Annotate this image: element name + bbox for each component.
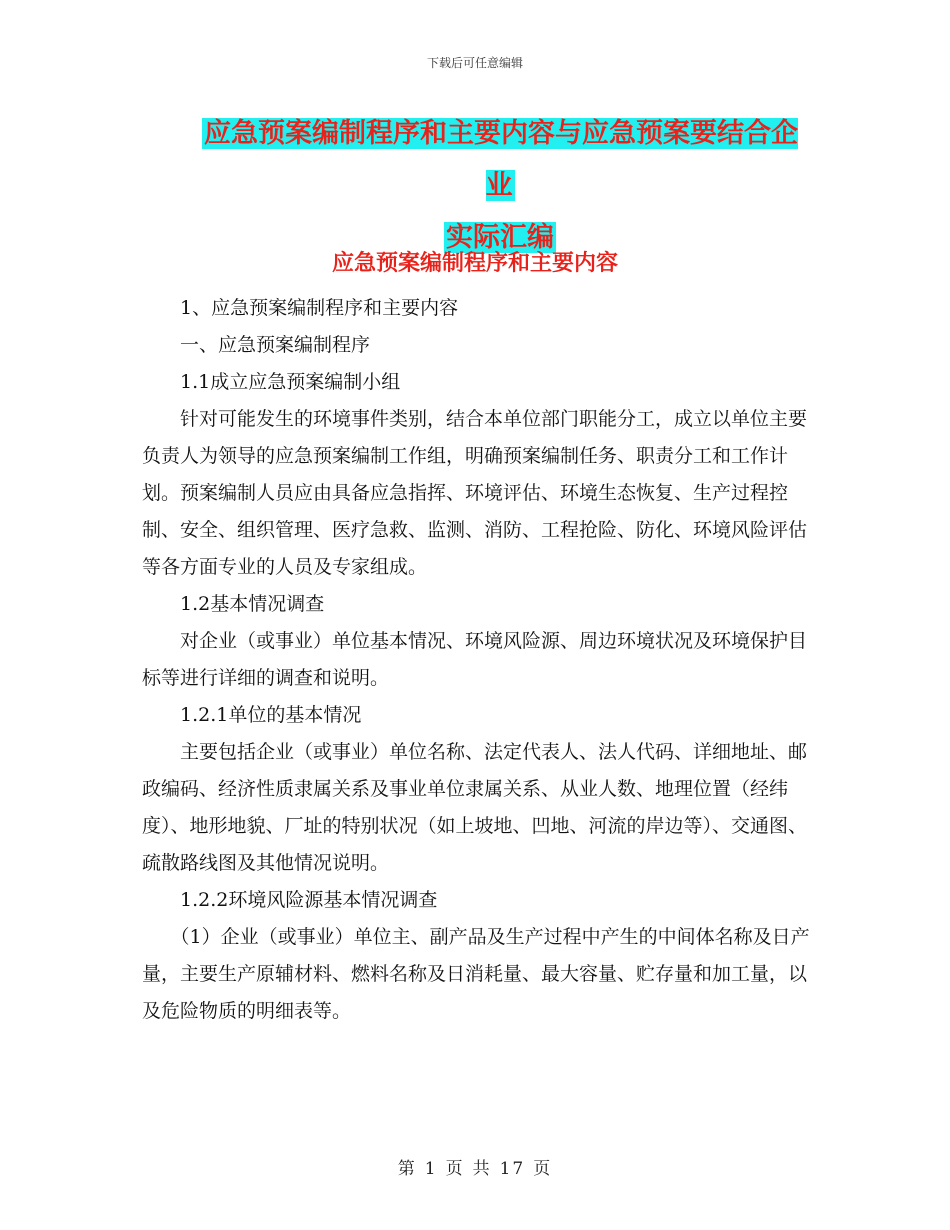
footer-total-pages: 17 <box>499 1159 526 1179</box>
document-title-line-1: 应急预案编制程序和主要内容与应急预案要结合企业 <box>204 118 798 201</box>
paragraph: 对企业（或事业）单位基本情况、环境风险源、周边环境状况及环境保护目标等进行详细的调查和说明。 <box>142 630 808 689</box>
header-note: 下载后可任意编辑 <box>426 56 523 70</box>
paragraph: 1、应急预案编制程序和主要内容 <box>180 297 459 319</box>
document-body <box>142 290 810 1030</box>
paragraph: 1.2.1单位的基本情况 <box>180 704 362 726</box>
paragraph: 一、应急预案编制程序 <box>180 334 371 356</box>
document-title <box>190 108 810 264</box>
paragraph: 主要包括企业（或事业）单位名称、法定代表人、法人代码、详细地址、邮政编码、经济性质隶属关系及事业单位隶属关系、从业人数、地理位置（经纬度）、地形地貌、厂址的特别状况（如上坡地、凹地、河流的岸边等）、交通图、疏散路线图及其他情况说明。 <box>142 741 808 874</box>
paragraph: 针对可能发生的环境事件类别，结合本单位部门职能分工，成立以单位主要负责人为领导的应急预案编制工作组，明确预案编制任务、职责分工和工作计划。预案编制人员应由具备应急指挥、环境评估、环境生态恢复、生产过程控制、安全、组织管理、医疗急救、监测、消防、工程抢险、防化、环境风险评估等各方面专业的人员及专家组成。 <box>142 408 808 578</box>
document-title-line-2: 实际汇编 <box>446 222 554 253</box>
paragraph: 1.2.2环境风险源基本情况调查 <box>180 889 438 911</box>
footer-suffix: 页 <box>533 1159 553 1179</box>
paragraph: （1）企业（或事业）单位主、副产品及生产过程中产生的中间体名称及日产量，主要生产原辅材料、燃料名称及日消耗量、最大容量、贮存量和加工量，以及危险物质的明细表等。 <box>142 926 810 1022</box>
paragraph: 1.2基本情况调查 <box>180 593 325 615</box>
footer-prefix: 第 <box>397 1159 417 1179</box>
section-heading: 应急预案编制程序和主要内容 <box>331 251 618 276</box>
footer-total-word: 共 <box>472 1159 492 1179</box>
paragraph: 1.1成立应急预案编制小组 <box>180 371 401 393</box>
page-footer <box>0 1154 950 1179</box>
footer-page-number: 1 <box>424 1159 438 1179</box>
footer-page-word: 页 <box>445 1159 465 1179</box>
